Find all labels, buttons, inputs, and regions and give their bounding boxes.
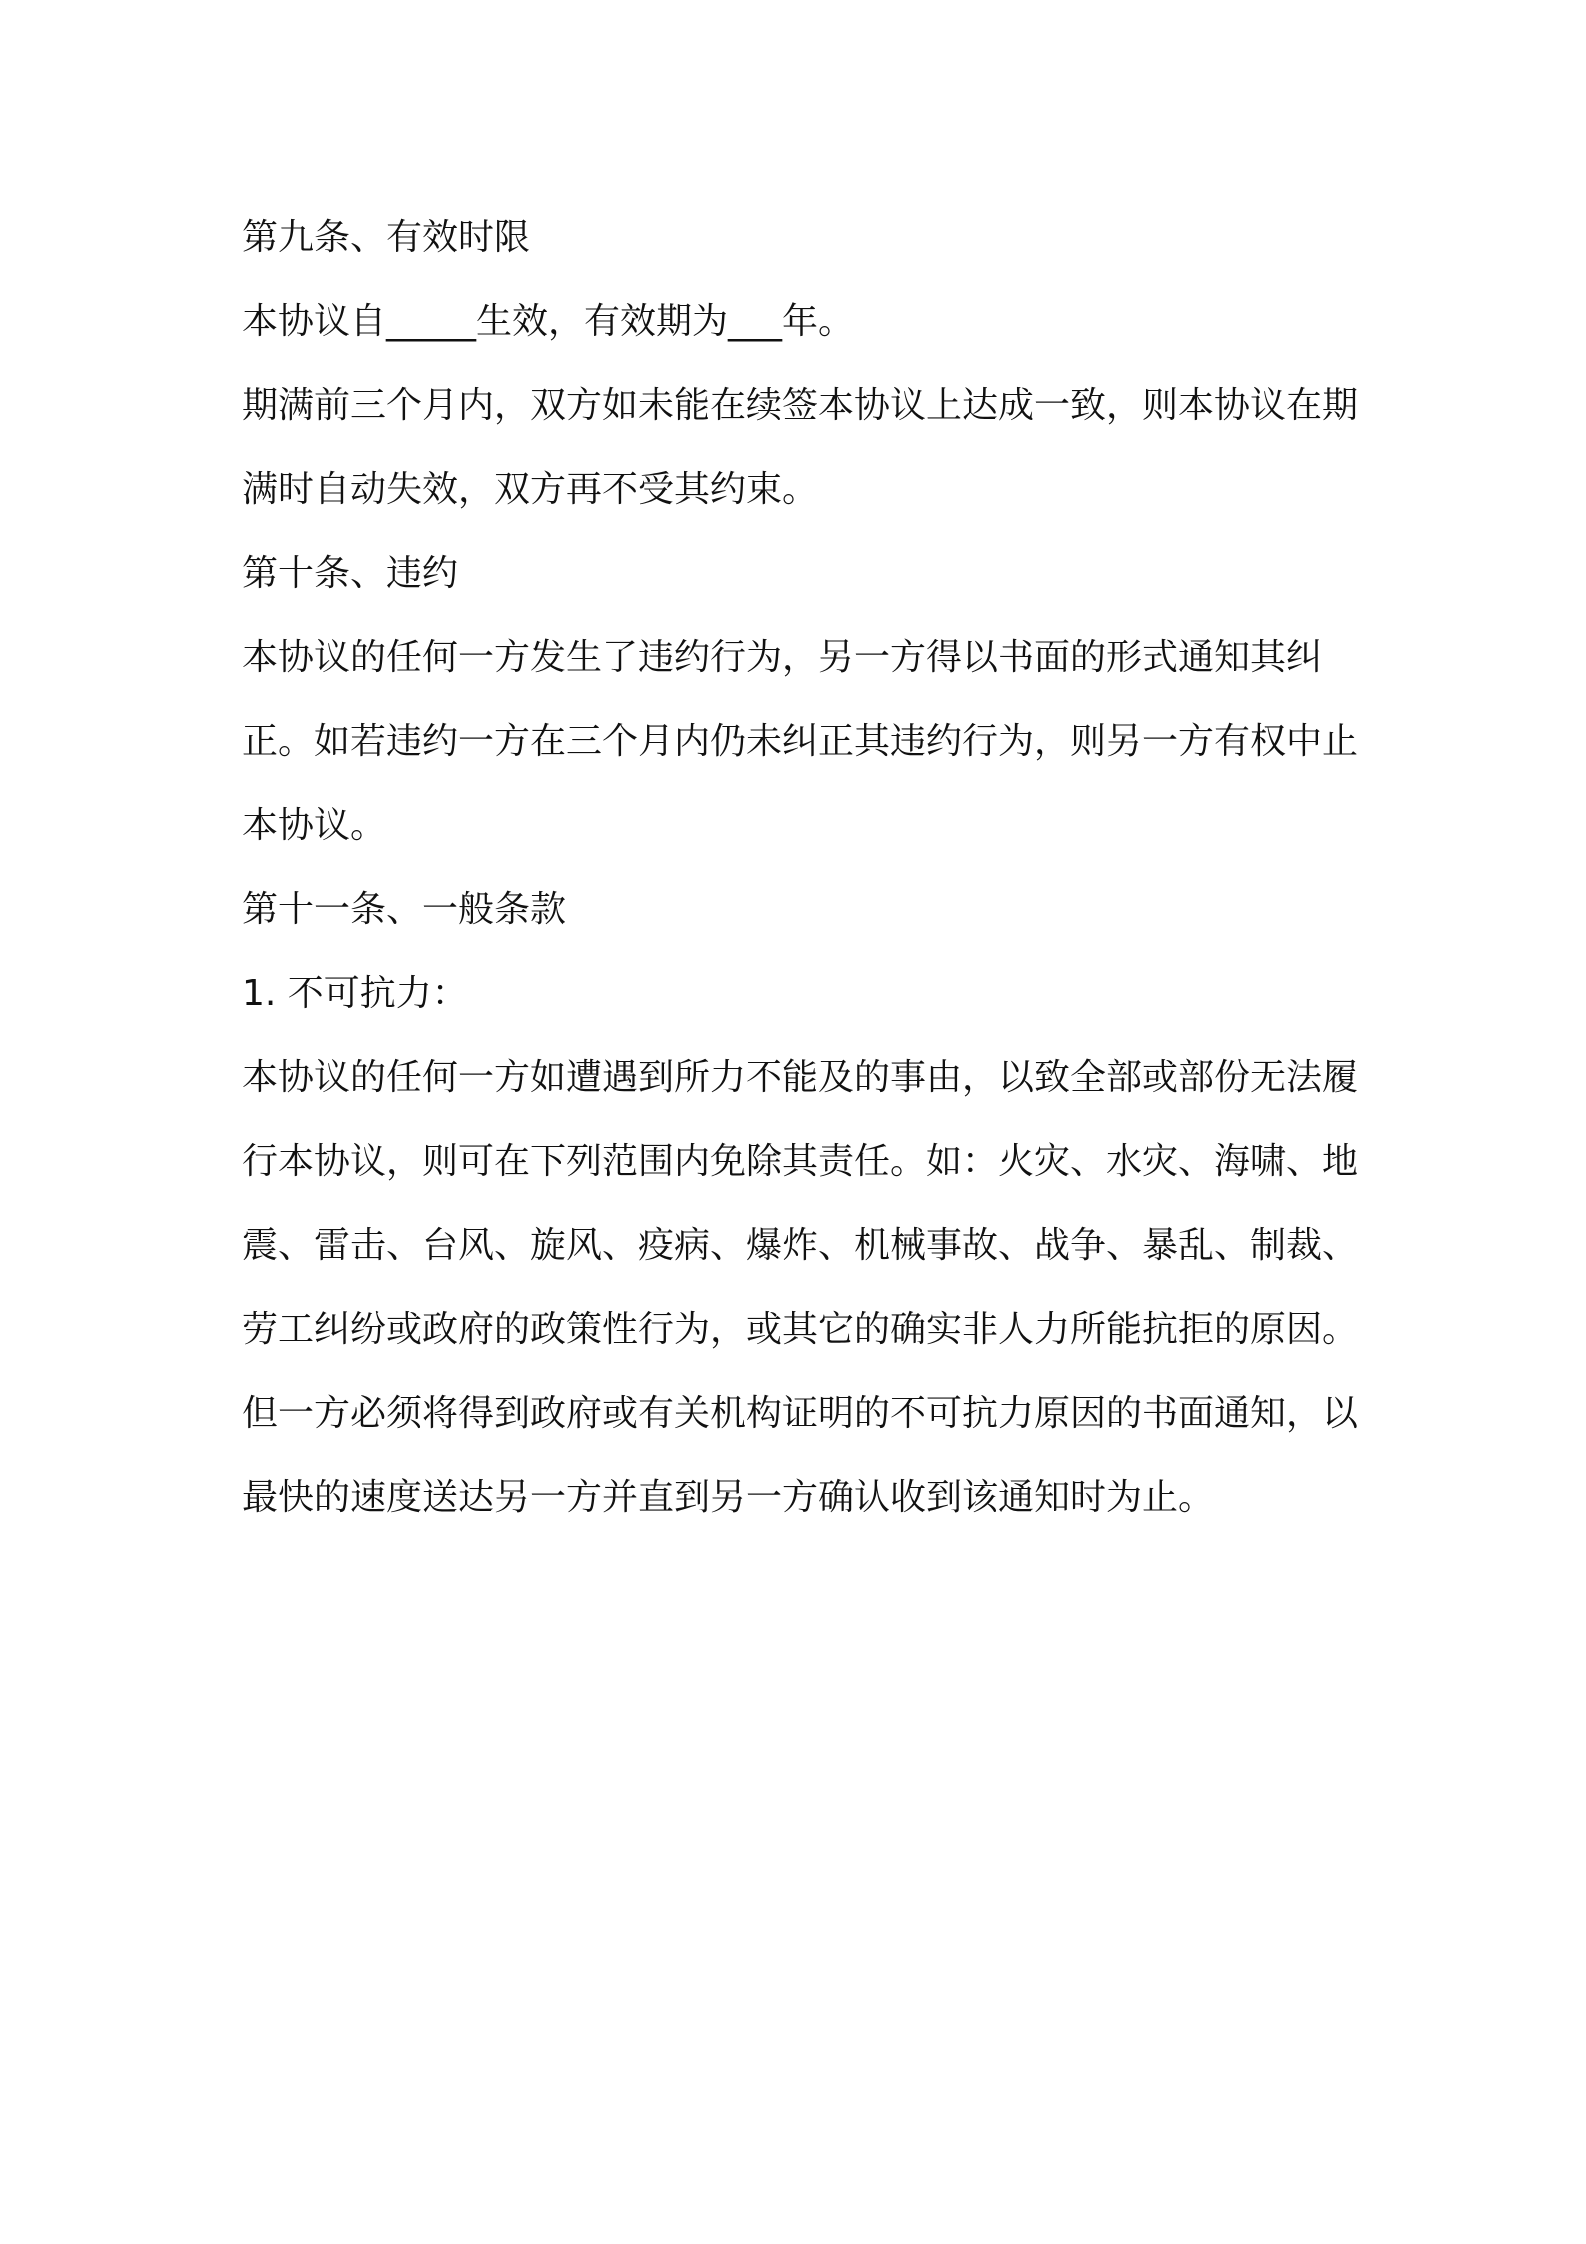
article-9-paragraph-2: 期满前三个月内，双方如未能在续签本协议上达成一致，则本协议在期满时自动失效，双方再不受其约束。 xyxy=(242,385,1359,510)
article-9-heading: 第九条、有效时限 xyxy=(242,217,531,258)
article-11-item-1-title: 1. 不可抗力： xyxy=(242,973,468,1014)
article-10-heading: 第十条、违约 xyxy=(242,553,459,594)
document-body xyxy=(242,196,1362,1540)
article-11-item-1-paragraph-1: 本协议的任何一方如遭遇到所力不能及的事由，以致全部或部份无法履行本协议，则可在下列范围内免除其责任。如：火灾、水灾、海啸、地震、雷击、台风、旋风、疫病、爆炸、机械事故、战争、暴乱、制裁、劳工纠纷或政府的政策性行为，或其它的确实非人力所能抗拒的原因。 xyxy=(242,1057,1359,1350)
article-11-item-1-paragraph-2: 但一方必须将得到政府或有关机构证明的不可抗力原因的书面通知，以最快的速度送达另一方并直到另一方确认收到该通知时为止。 xyxy=(242,1393,1359,1518)
article-9-paragraph-1: 本协议自_____生效，有效期为___年。 xyxy=(242,301,855,342)
article-11-heading: 第十一条、一般条款 xyxy=(242,889,567,930)
article-10-paragraph-1: 本协议的任何一方发生了违约行为，另一方得以书面的形式通知其纠正。如若违约一方在三个月内仍未纠正其违约行为，则另一方有权中止本协议。 xyxy=(242,637,1359,846)
